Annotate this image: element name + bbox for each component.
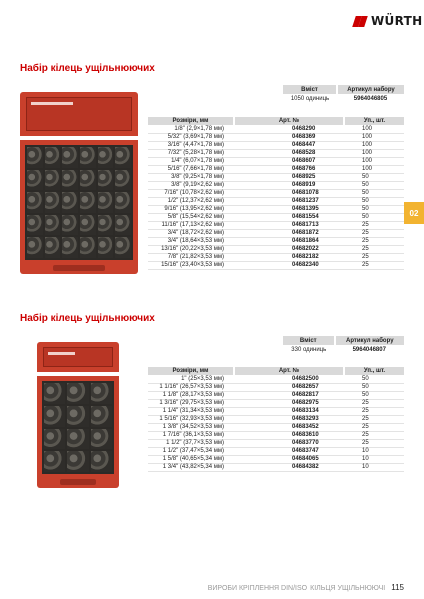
set-article-number: 5964046807	[352, 346, 386, 353]
row-article-number: 04681078	[234, 189, 344, 197]
table-row	[148, 205, 404, 213]
row-pack-qty: 50	[344, 391, 404, 399]
row-pack-qty: 25	[344, 407, 404, 415]
row-article-number: 04683747	[234, 447, 344, 455]
table-row	[148, 221, 404, 229]
set-contents: 1050 одиниць	[290, 95, 330, 102]
section-1-title: Набір кілець ущільнюючих	[20, 63, 155, 74]
row-size: 5/32" (3,69×1,78 мм)	[148, 133, 234, 141]
row-article-number: 04682975	[234, 399, 344, 407]
table-row	[148, 383, 404, 391]
row-size: 1/8" (2,9×1,78 мм)	[148, 125, 234, 133]
table-row	[148, 375, 404, 383]
header-article: Арт. №	[234, 367, 344, 375]
table-row	[148, 133, 404, 141]
row-pack-qty: 10	[344, 447, 404, 455]
row-pack-qty: 50	[344, 375, 404, 383]
row-size: 1 1/4" (31,34×3,53 мм)	[148, 407, 234, 415]
row-article-number: 04683610	[234, 431, 344, 439]
table-row	[148, 149, 404, 157]
row-article-number: 04683293	[234, 415, 344, 423]
row-pack-qty: 50	[344, 213, 404, 221]
set-info-table-2	[283, 336, 404, 354]
footer-subcategory: КІЛЬЦЯ УЩІЛЬНЮЮЧІ	[310, 585, 386, 592]
row-article-number: 04682182	[234, 253, 344, 261]
row-article-number: 04681872	[234, 229, 344, 237]
row-size: 5/8" (15,54×2,62 мм)	[148, 213, 234, 221]
row-article-number: 0468766	[234, 165, 344, 173]
row-size: 1 1/8" (28,17×3,53 мм)	[148, 391, 234, 399]
row-pack-qty: 100	[344, 165, 404, 173]
row-size: 3/4" (18,72×2,62 мм)	[148, 229, 234, 237]
row-pack-qty: 25	[344, 439, 404, 447]
row-pack-qty: 25	[344, 261, 404, 269]
table-row	[148, 237, 404, 245]
row-size: 13/16" (20,22×3,53 мм)	[148, 245, 234, 253]
row-pack-qty: 100	[344, 125, 404, 133]
wurth-logo-mark	[354, 16, 368, 27]
wurth-logo	[354, 14, 422, 28]
row-pack-qty: 100	[344, 133, 404, 141]
row-article-number: 0468369	[234, 133, 344, 141]
row-size: 1 3/8" (34,52×3,53 мм)	[148, 423, 234, 431]
row-pack-qty: 100	[344, 149, 404, 157]
table-row	[148, 125, 404, 133]
row-article-number: 04684065	[234, 455, 344, 463]
table-row	[148, 189, 404, 197]
page-footer	[208, 583, 404, 592]
table-row	[148, 141, 404, 149]
row-size: 3/16" (4,47×1,78 мм)	[148, 141, 234, 149]
row-article-number: 0468607	[234, 157, 344, 165]
table-row	[148, 423, 404, 431]
row-pack-qty: 25	[344, 415, 404, 423]
row-pack-qty: 25	[344, 253, 404, 261]
product-photo-case-1	[20, 92, 138, 274]
row-article-number: 04683770	[234, 439, 344, 447]
footer-category: ВИРОБИ КРІПЛЕННЯ DIN/ISO	[207, 585, 308, 592]
row-article-number: 04681713	[234, 221, 344, 229]
row-article-number: 04681237	[234, 197, 344, 205]
row-size: 1 1/2" (37,47×5,34 мм)	[148, 447, 234, 455]
row-pack-qty: 25	[344, 423, 404, 431]
row-article-number: 04681395	[234, 205, 344, 213]
wurth-logo-text: WÜRTH	[371, 14, 423, 28]
row-pack-qty: 50	[344, 189, 404, 197]
row-article-number: 04682022	[234, 245, 344, 253]
table-row	[148, 173, 404, 181]
row-article-number: 04682500	[234, 375, 344, 383]
header-size: Розміри, мм	[148, 117, 234, 125]
row-size: 1" (25×3,53 мм)	[148, 375, 234, 383]
row-size: 11/16" (17,13×2,62 мм)	[148, 221, 234, 229]
row-article-number: 0468290	[234, 125, 344, 133]
chapter-tab: 02	[404, 202, 424, 224]
row-pack-qty: 50	[344, 181, 404, 189]
row-article-number: 04682657	[234, 383, 344, 391]
row-size: 1/4" (6,07×1,78 мм)	[148, 157, 234, 165]
row-size: 3/4" (18,64×3,53 мм)	[148, 237, 234, 245]
row-size: 7/32" (5,28×1,78 мм)	[148, 149, 234, 157]
row-pack-qty: 10	[344, 455, 404, 463]
row-pack-qty: 100	[344, 141, 404, 149]
row-size: 1 3/4" (43,82×5,34 мм)	[148, 463, 234, 471]
row-size: 7/8" (21,82×3,53 мм)	[148, 253, 234, 261]
table-row	[148, 431, 404, 439]
row-size: 1 5/16" (32,93×3,53 мм)	[148, 415, 234, 423]
set-article-number: 5964046805	[353, 95, 388, 102]
row-pack-qty: 50	[344, 383, 404, 391]
row-pack-qty: 50	[344, 205, 404, 213]
row-article-number: 04681554	[234, 213, 344, 221]
header-contents: Вміст	[283, 85, 337, 94]
table-row	[148, 261, 404, 269]
section-2-title: Набір кілець ущільнюючих	[20, 313, 155, 324]
row-article-number: 0468919	[234, 181, 344, 189]
row-article-number: 0468447	[234, 141, 344, 149]
product-table-1	[148, 117, 404, 270]
row-size: 1 1/16" (26,57×3,53 мм)	[148, 383, 234, 391]
row-size: 7/16" (10,78×2,62 мм)	[148, 189, 234, 197]
row-article-number: 04681864	[234, 237, 344, 245]
set-contents: 330 одиниць	[291, 346, 327, 353]
header-pack: Уп., шт.	[344, 117, 404, 125]
table-row	[148, 157, 404, 165]
table-row	[148, 391, 404, 399]
table-row	[148, 463, 404, 471]
table-row	[148, 407, 404, 415]
row-article-number: 04682817	[234, 391, 344, 399]
header-pack: Уп., шт.	[344, 367, 404, 375]
table-row	[148, 165, 404, 173]
row-pack-qty: 25	[344, 221, 404, 229]
row-size: 1 1/2" (37,7×3,53 мм)	[148, 439, 234, 447]
row-size: 1 7/16" (36,1×3,53 мм)	[148, 431, 234, 439]
row-pack-qty: 25	[344, 237, 404, 245]
header-contents: Вміст	[283, 336, 335, 345]
product-photo-case-2	[37, 342, 119, 488]
row-size: 3/8" (9,19×2,62 мм)	[148, 181, 234, 189]
table-row	[148, 245, 404, 253]
row-article-number: 04682340	[234, 261, 344, 269]
row-pack-qty: 10	[344, 463, 404, 471]
header-article: Арт. №	[234, 117, 344, 125]
table-row	[148, 439, 404, 447]
row-article-number: 0468925	[234, 173, 344, 181]
row-size: 1 3/16" (29,75×3,53 мм)	[148, 399, 234, 407]
table-row	[148, 455, 404, 463]
table-row	[148, 415, 404, 423]
row-article-number: 04683134	[234, 407, 344, 415]
row-size: 15/16" (23,40×3,53 мм)	[148, 261, 234, 269]
row-size: 5/16" (7,66×1,78 мм)	[148, 165, 234, 173]
table-row	[148, 399, 404, 407]
row-pack-qty: 50	[344, 197, 404, 205]
row-pack-qty: 25	[344, 245, 404, 253]
table-row	[148, 253, 404, 261]
row-size: 1/2" (12,37×2,62 мм)	[148, 197, 234, 205]
row-pack-qty: 25	[344, 431, 404, 439]
row-article-number: 04683452	[234, 423, 344, 431]
set-info-table-1	[283, 85, 404, 103]
header-set-article: Артикул набору	[335, 336, 404, 345]
row-article-number: 04684382	[234, 463, 344, 471]
row-pack-qty: 25	[344, 399, 404, 407]
page-number: 115	[391, 583, 404, 592]
row-article-number: 0468528	[234, 149, 344, 157]
row-pack-qty: 50	[344, 173, 404, 181]
row-size: 3/8" (9,25×1,78 мм)	[148, 173, 234, 181]
table-row	[148, 229, 404, 237]
row-pack-qty: 100	[344, 157, 404, 165]
table-row	[148, 197, 404, 205]
row-pack-qty: 25	[344, 229, 404, 237]
table-row	[148, 213, 404, 221]
product-table-2	[148, 367, 404, 472]
header-size: Розміри, мм	[148, 367, 234, 375]
table-row	[148, 181, 404, 189]
row-size: 1 5/8" (40,65×5,34 мм)	[148, 455, 234, 463]
table-row	[148, 447, 404, 455]
header-set-article: Артикул набору	[337, 85, 404, 94]
row-size: 9/16" (13,95×2,62 мм)	[148, 205, 234, 213]
